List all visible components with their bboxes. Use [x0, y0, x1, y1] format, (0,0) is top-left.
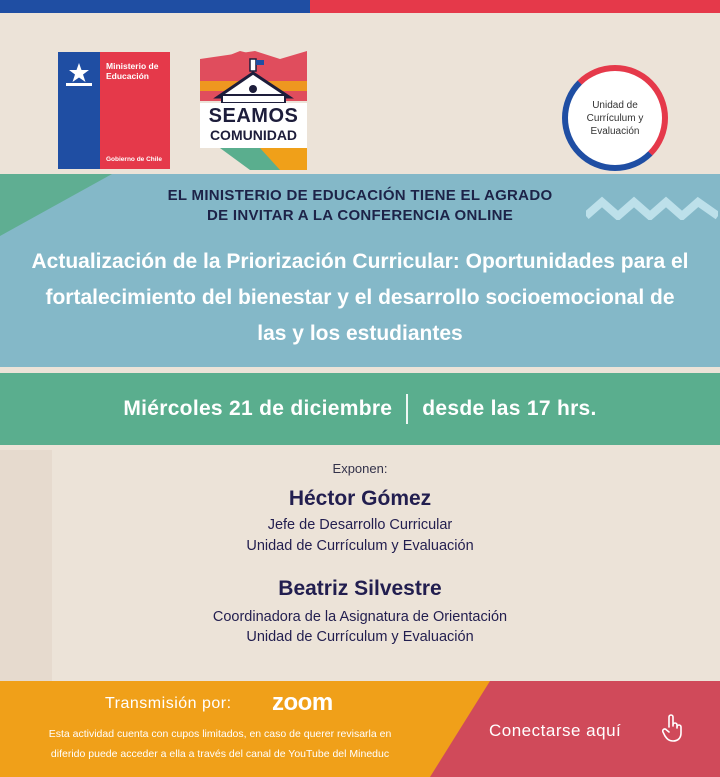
speaker-unit: Unidad de Currículum y Evaluación — [246, 538, 474, 554]
speakers-decoration — [0, 450, 52, 681]
coat-of-arms-icon — [64, 62, 94, 88]
event-date: Miércoles 21 de diciembre — [123, 397, 393, 420]
footer-bar — [0, 681, 720, 777]
speaker-role: Coordinadora de la Asignatura de Orientación — [212, 609, 508, 625]
mineduc-gov: Gobierno de Chile — [106, 156, 162, 163]
speakers-label: Exponen: — [332, 461, 388, 476]
invite-line2: DE INVITAR A LA CONFERENCIA ONLINE — [206, 207, 514, 224]
speaker-name: Beatriz Silvestre — [278, 577, 442, 600]
invite-decoration — [0, 174, 112, 236]
speaker-name: Héctor Gómez — [288, 487, 432, 510]
event-time: desde las 17 hrs. — [422, 397, 597, 420]
date-band — [0, 373, 720, 445]
transmission-label: Transmisión por: — [105, 695, 232, 712]
date-separator — [406, 394, 408, 424]
invitation-section — [0, 174, 720, 367]
footer-note-line1: Esta actividad cuenta con cupos limitados, en caso de querer revisarla en — [48, 728, 392, 740]
ucye-badge-text: Unidad de Currículum y Evaluación — [586, 99, 644, 137]
top-color-bar — [0, 0, 720, 13]
top-bar-red — [310, 0, 720, 13]
invite-line1: EL MINISTERIO DE EDUCACIÓN TIENE EL AGRADO — [167, 187, 553, 204]
seamos-line2: COMUNIDAD — [209, 127, 298, 143]
speaker-unit: Unidad de Currículum y Evaluación — [246, 629, 474, 645]
speakers-section — [0, 450, 720, 681]
connect-link[interactable]: Conectarse aquí — [489, 721, 622, 740]
conference-title: Actualización de la Priorización Curricular: Oportunidades para el fortalecimiento del bienestar y el desarrollo socioemocional de las y los estudiantes — [31, 250, 689, 345]
logo-header — [0, 13, 720, 174]
speaker-role: Jefe de Desarrollo Curricular — [267, 517, 453, 533]
mineduc-logo-red — [100, 52, 170, 169]
top-bar-blue — [0, 0, 310, 13]
mineduc-logo — [58, 52, 170, 169]
mineduc-logo-blue — [58, 52, 100, 169]
hand-pointer-icon[interactable] — [662, 713, 684, 743]
seamos-comunidad-logo — [200, 51, 307, 170]
seamos-line1: SEAMOS — [208, 105, 299, 127]
mineduc-name: Ministerio de Educación — [106, 61, 159, 81]
ucye-badge — [562, 65, 668, 171]
zoom-logo: zoom — [272, 689, 333, 716]
footer-note-line2: diferido puede acceder a ella a través del canal de YouTube del Mineduc — [50, 748, 390, 760]
